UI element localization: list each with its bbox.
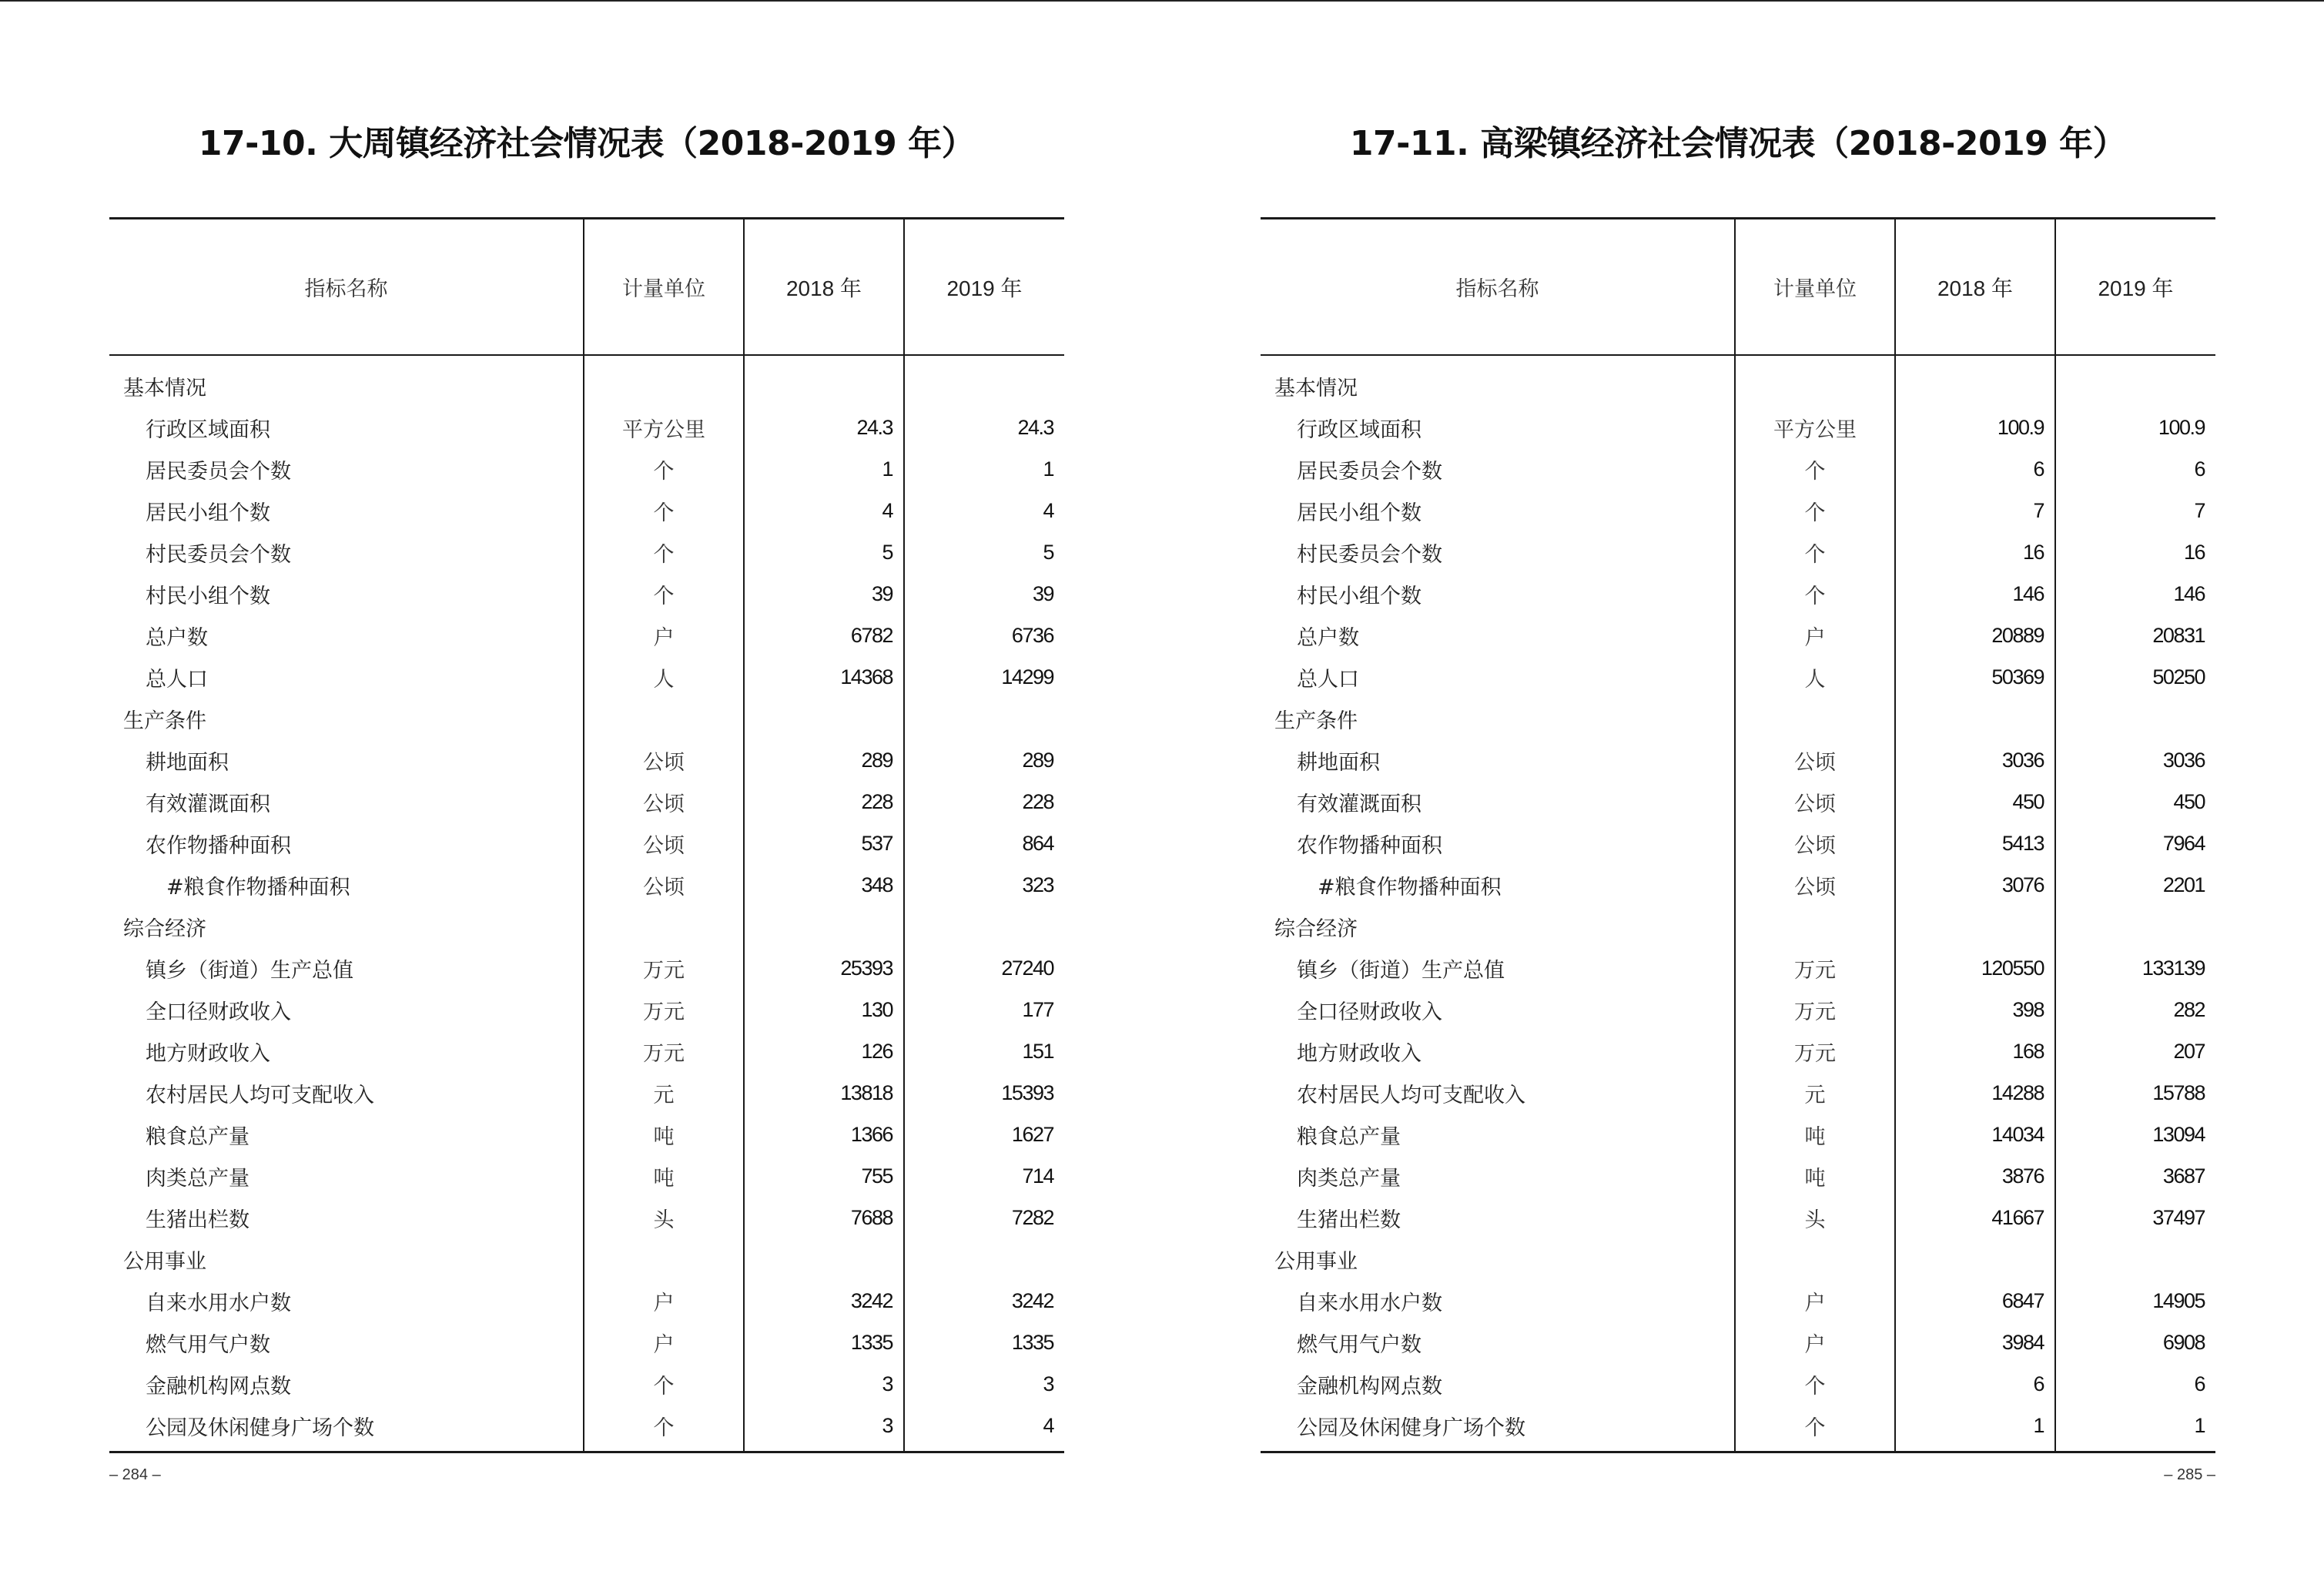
unit-cell: 公顷 [1735, 739, 1895, 781]
section-header-row [1261, 906, 2215, 947]
unit-cell: 个 [1735, 490, 1895, 531]
unit-cell: 吨 [584, 1155, 744, 1197]
value-2018-cell: 14288 [1895, 1072, 2055, 1114]
table-row [1261, 407, 2215, 448]
indicator-name-cell: 总人口 [146, 667, 208, 692]
indicator-name-cell: 综合经济 [123, 916, 206, 941]
page-number: – 285 – [2164, 1466, 2215, 1483]
value-2018-cell: 5 [744, 531, 904, 573]
value-2018-cell [744, 698, 904, 739]
indicator-name-cell: 农村居民人均可支配收入 [1297, 1083, 1525, 1107]
value-2018-cell: 24.3 [744, 407, 904, 448]
value-2018-cell [1895, 698, 2055, 739]
unit-cell: 个 [584, 1405, 744, 1452]
value-2018-cell: 3 [744, 1363, 904, 1405]
value-2019-cell: 24.3 [904, 407, 1064, 448]
value-2018-cell: 755 [744, 1155, 904, 1197]
value-2019-cell: 282 [2055, 989, 2215, 1030]
value-2018-cell: 126 [744, 1030, 904, 1072]
indicator-name-cell: 居民小组个数 [146, 501, 270, 525]
table-title: 17-10. 大周镇经济社会情况表（2018-2019 年） [198, 124, 976, 163]
value-2018-cell: 537 [744, 822, 904, 864]
unit-cell [584, 698, 744, 739]
table-row [109, 1363, 1064, 1405]
indicator-name-cell: 生产条件 [123, 709, 206, 733]
value-2018-cell: 228 [744, 781, 904, 822]
value-2018-cell: 1 [1895, 1405, 2055, 1452]
unit-cell: 平方公里 [584, 407, 744, 448]
value-2019-cell: 323 [904, 864, 1064, 906]
indicator-name-cell: 燃气用气户数 [1297, 1332, 1422, 1357]
value-2018-cell: 130 [744, 989, 904, 1030]
unit-cell: 个 [584, 490, 744, 531]
unit-cell: 公顷 [584, 864, 744, 906]
section-header-row [1261, 698, 2215, 739]
table-row [1261, 1114, 2215, 1155]
unit-cell: 元 [584, 1072, 744, 1114]
section-header-row [109, 355, 1064, 407]
value-2018-cell [744, 1238, 904, 1280]
value-2018-cell: 450 [1895, 781, 2055, 822]
value-2019-cell: 13094 [2055, 1114, 2215, 1155]
value-2018-cell: 6847 [1895, 1280, 2055, 1322]
indicator-name-cell: 生产条件 [1274, 709, 1358, 733]
table-row [1261, 1280, 2215, 1322]
section-header-row [109, 906, 1064, 947]
indicator-name-cell: 公用事业 [123, 1249, 206, 1274]
table-row [109, 656, 1064, 698]
unit-cell: 个 [584, 531, 744, 573]
table-row [1261, 989, 2215, 1030]
indicator-name-cell: 肉类总产量 [146, 1166, 249, 1191]
value-2019-cell: 1 [904, 448, 1064, 490]
indicator-name-cell: 综合经济 [1274, 916, 1358, 941]
unit-cell: 户 [1735, 1280, 1895, 1322]
indicator-name-cell: 农村居民人均可支配收入 [146, 1083, 374, 1107]
value-2018-cell: 6782 [744, 615, 904, 656]
value-2019-cell: 7282 [904, 1197, 1064, 1238]
indicator-name-cell: 居民委员会个数 [146, 459, 291, 484]
table-row [109, 490, 1064, 531]
indicator-name-cell: 居民小组个数 [1297, 501, 1422, 525]
unit-cell: 头 [1735, 1197, 1895, 1238]
unit-cell: 户 [584, 1322, 744, 1363]
indicator-name-cell: 行政区域面积 [1297, 417, 1422, 442]
table-row [109, 448, 1064, 490]
table-row [1261, 947, 2215, 989]
left-page [109, 0, 1064, 1588]
indicator-name-cell: 总户数 [146, 625, 208, 650]
unit-cell [584, 355, 744, 407]
table-row [109, 407, 1064, 448]
header-indicator-name: 指标名称 [1261, 219, 1735, 356]
unit-cell: 公顷 [1735, 822, 1895, 864]
value-2019-cell: 714 [904, 1155, 1064, 1197]
table-row [109, 822, 1064, 864]
indicator-name-cell: 有效灌溉面积 [1297, 792, 1422, 816]
indicator-name-cell: 行政区域面积 [146, 417, 270, 442]
value-2019-cell: 146 [2055, 573, 2215, 615]
value-2019-cell: 100.9 [2055, 407, 2215, 448]
value-2018-cell [1895, 906, 2055, 947]
value-2018-cell [1895, 1238, 2055, 1280]
indicator-name-cell: 有效灌溉面积 [146, 792, 270, 816]
indicator-name-cell: 农作物播种面积 [1297, 833, 1442, 858]
value-2019-cell: 177 [904, 989, 1064, 1030]
unit-cell: 个 [584, 573, 744, 615]
indicator-name-cell: #粮食作物播种面积 [1318, 875, 1502, 900]
indicator-name-cell: 村民小组个数 [146, 584, 270, 608]
header-2018: 2018 年 [1895, 219, 2055, 356]
value-2019-cell: 133139 [2055, 947, 2215, 989]
table-row [109, 989, 1064, 1030]
indicator-name-cell: 农作物播种面积 [146, 833, 291, 858]
value-2018-cell: 348 [744, 864, 904, 906]
table-row [109, 864, 1064, 906]
value-2019-cell: 6908 [2055, 1322, 2215, 1363]
value-2018-cell: 20889 [1895, 615, 2055, 656]
indicator-name-cell: 村民委员会个数 [1297, 542, 1442, 567]
value-2018-cell: 100.9 [1895, 407, 2055, 448]
value-2019-cell [2055, 906, 2215, 947]
value-2019-cell: 864 [904, 822, 1064, 864]
value-2018-cell: 39 [744, 573, 904, 615]
section-header-row [109, 698, 1064, 739]
table-row [109, 1280, 1064, 1322]
value-2019-cell: 3242 [904, 1280, 1064, 1322]
unit-cell: 平方公里 [1735, 407, 1895, 448]
unit-cell: 户 [1735, 1322, 1895, 1363]
table-row [109, 1072, 1064, 1114]
value-2019-cell [904, 698, 1064, 739]
value-2018-cell [744, 355, 904, 407]
value-2019-cell: 3 [904, 1363, 1064, 1405]
unit-cell: 个 [1735, 573, 1895, 615]
unit-cell: 个 [1735, 1363, 1895, 1405]
unit-cell: 头 [584, 1197, 744, 1238]
value-2019-cell [904, 355, 1064, 407]
unit-cell: 个 [1735, 448, 1895, 490]
value-2018-cell: 3036 [1895, 739, 2055, 781]
value-2018-cell [1895, 355, 2055, 407]
value-2019-cell: 6 [2055, 448, 2215, 490]
header-2019: 2019 年 [904, 219, 1064, 356]
value-2019-cell: 20831 [2055, 615, 2215, 656]
value-2018-cell: 50369 [1895, 656, 2055, 698]
table-row [109, 1155, 1064, 1197]
value-2019-cell: 6 [2055, 1363, 2215, 1405]
indicator-name-cell: 镇乡（街道）生产总值 [1297, 958, 1505, 983]
value-2018-cell: 13818 [744, 1072, 904, 1114]
table-row [1261, 573, 2215, 615]
indicator-name-cell: 生猪出栏数 [146, 1208, 249, 1232]
unit-cell: 个 [1735, 531, 1895, 573]
value-2018-cell: 4 [744, 490, 904, 531]
table-row [109, 1114, 1064, 1155]
indicator-name-cell: 村民委员会个数 [146, 542, 291, 567]
value-2018-cell: 41667 [1895, 1197, 2055, 1238]
indicator-name-cell: 耕地面积 [146, 750, 229, 775]
value-2018-cell: 25393 [744, 947, 904, 989]
section-header-row [109, 1238, 1064, 1280]
table-row [109, 739, 1064, 781]
indicator-name-cell: 粮食总产量 [1297, 1124, 1401, 1149]
value-2019-cell: 1335 [904, 1322, 1064, 1363]
indicator-name-cell: 公用事业 [1274, 1249, 1358, 1274]
unit-cell [1735, 906, 1895, 947]
header-unit: 计量单位 [1735, 219, 1895, 356]
value-2018-cell: 1366 [744, 1114, 904, 1155]
value-2019-cell [2055, 698, 2215, 739]
indicator-name-cell: 地方财政收入 [1297, 1041, 1422, 1066]
value-2018-cell: 1 [744, 448, 904, 490]
value-2018-cell: 5413 [1895, 822, 2055, 864]
unit-cell: 万元 [1735, 947, 1895, 989]
value-2019-cell [904, 906, 1064, 947]
value-2018-cell: 3 [744, 1405, 904, 1452]
unit-cell: 公顷 [584, 739, 744, 781]
indicator-name-cell: 镇乡（街道）生产总值 [146, 958, 353, 983]
table-row [109, 1405, 1064, 1452]
indicator-name-cell: 居民委员会个数 [1297, 459, 1442, 484]
value-2019-cell: 14905 [2055, 1280, 2215, 1322]
unit-cell: 户 [1735, 615, 1895, 656]
value-2019-cell: 37497 [2055, 1197, 2215, 1238]
unit-cell: 公顷 [1735, 781, 1895, 822]
unit-cell [584, 906, 744, 947]
header-indicator-name: 指标名称 [109, 219, 584, 356]
table-row [1261, 739, 2215, 781]
value-2018-cell: 398 [1895, 989, 2055, 1030]
value-2019-cell: 4 [904, 1405, 1064, 1452]
table-row [1261, 781, 2215, 822]
value-2019-cell: 207 [2055, 1030, 2215, 1072]
table-row [1261, 1322, 2215, 1363]
table-row [1261, 531, 2215, 573]
indicator-name-cell: 总户数 [1297, 625, 1359, 650]
indicator-name-cell: 生猪出栏数 [1297, 1208, 1401, 1232]
table-row [109, 947, 1064, 989]
value-2018-cell: 14368 [744, 656, 904, 698]
unit-cell [584, 1238, 744, 1280]
value-2019-cell: 2201 [2055, 864, 2215, 906]
value-2019-cell [904, 1238, 1064, 1280]
value-2018-cell: 168 [1895, 1030, 2055, 1072]
right-page [1261, 0, 2215, 1588]
indicator-name-cell: 总人口 [1297, 667, 1359, 692]
unit-cell: 个 [584, 1363, 744, 1405]
table-row [1261, 1405, 2215, 1452]
unit-cell [1735, 1238, 1895, 1280]
stats-table [1261, 217, 2215, 1453]
table-row [109, 573, 1064, 615]
table-row [1261, 448, 2215, 490]
table-row [1261, 1155, 2215, 1197]
indicator-name-cell: 全口径财政收入 [146, 1000, 291, 1024]
unit-cell: 公顷 [1735, 864, 1895, 906]
value-2018-cell: 3076 [1895, 864, 2055, 906]
table-row [1261, 490, 2215, 531]
indicator-name-cell: 耕地面积 [1297, 750, 1380, 775]
unit-cell: 吨 [584, 1114, 744, 1155]
indicator-name-cell: 自来水用水户数 [1297, 1291, 1442, 1315]
table-row [1261, 822, 2215, 864]
value-2019-cell: 27240 [904, 947, 1064, 989]
value-2019-cell: 3036 [2055, 739, 2215, 781]
value-2018-cell: 6 [1895, 1363, 2055, 1405]
value-2018-cell: 7 [1895, 490, 2055, 531]
table-row [109, 615, 1064, 656]
header-2019: 2019 年 [2055, 219, 2215, 356]
indicator-name-cell: 肉类总产量 [1297, 1166, 1401, 1191]
value-2018-cell: 3876 [1895, 1155, 2055, 1197]
value-2019-cell: 14299 [904, 656, 1064, 698]
unit-cell: 元 [1735, 1072, 1895, 1114]
table-row [1261, 1197, 2215, 1238]
unit-cell: 公顷 [584, 822, 744, 864]
indicator-name-cell: 自来水用水户数 [146, 1291, 291, 1315]
unit-cell: 万元 [584, 1030, 744, 1072]
header-unit: 计量单位 [584, 219, 744, 356]
table-row [1261, 1030, 2215, 1072]
unit-cell: 人 [584, 656, 744, 698]
indicator-name-cell: 金融机构网点数 [146, 1374, 291, 1399]
value-2018-cell: 6 [1895, 448, 2055, 490]
table-row [109, 1030, 1064, 1072]
indicator-name-cell: 粮食总产量 [146, 1124, 249, 1149]
indicator-name-cell: 金融机构网点数 [1297, 1374, 1442, 1399]
header-row [109, 219, 1064, 356]
table-row [109, 1322, 1064, 1363]
table-row [109, 781, 1064, 822]
value-2018-cell: 1335 [744, 1322, 904, 1363]
unit-cell: 万元 [584, 947, 744, 989]
value-2018-cell: 7688 [744, 1197, 904, 1238]
unit-cell: 个 [584, 448, 744, 490]
value-2019-cell: 228 [904, 781, 1064, 822]
table-row [1261, 1363, 2215, 1405]
unit-cell: 吨 [1735, 1155, 1895, 1197]
unit-cell: 万元 [584, 989, 744, 1030]
value-2019-cell: 16 [2055, 531, 2215, 573]
table-body [1261, 355, 2215, 1452]
value-2019-cell: 5 [904, 531, 1064, 573]
value-2019-cell: 1627 [904, 1114, 1064, 1155]
value-2019-cell [2055, 355, 2215, 407]
unit-cell: 万元 [1735, 1030, 1895, 1072]
indicator-name-cell: #粮食作物播种面积 [166, 875, 350, 900]
indicator-name-cell: 村民小组个数 [1297, 584, 1422, 608]
value-2019-cell: 1 [2055, 1405, 2215, 1452]
table-row [1261, 864, 2215, 906]
indicator-name-cell: 公园及休闲健身广场个数 [146, 1415, 374, 1440]
indicator-name-cell: 公园及休闲健身广场个数 [1297, 1415, 1525, 1440]
section-header-row [1261, 1238, 2215, 1280]
header-2018: 2018 年 [744, 219, 904, 356]
value-2018-cell: 289 [744, 739, 904, 781]
table-row [1261, 1072, 2215, 1114]
table-row [109, 1197, 1064, 1238]
table-body [109, 355, 1064, 1452]
unit-cell: 户 [584, 615, 744, 656]
header-row [1261, 219, 2215, 356]
value-2019-cell: 15788 [2055, 1072, 2215, 1114]
page-number: – 284 – [109, 1466, 161, 1483]
table-row [1261, 656, 2215, 698]
table-row [1261, 615, 2215, 656]
value-2019-cell: 7964 [2055, 822, 2215, 864]
unit-cell: 户 [584, 1280, 744, 1322]
value-2018-cell [744, 906, 904, 947]
value-2019-cell: 289 [904, 739, 1064, 781]
value-2018-cell: 3984 [1895, 1322, 2055, 1363]
value-2018-cell: 16 [1895, 531, 2055, 573]
indicator-name-cell: 全口径财政收入 [1297, 1000, 1442, 1024]
value-2019-cell: 450 [2055, 781, 2215, 822]
value-2018-cell: 3242 [744, 1280, 904, 1322]
unit-cell [1735, 698, 1895, 739]
value-2018-cell: 120550 [1895, 947, 2055, 989]
unit-cell: 万元 [1735, 989, 1895, 1030]
value-2019-cell: 3687 [2055, 1155, 2215, 1197]
indicator-name-cell: 燃气用气户数 [146, 1332, 270, 1357]
value-2019-cell: 50250 [2055, 656, 2215, 698]
value-2019-cell: 6736 [904, 615, 1064, 656]
value-2019-cell: 39 [904, 573, 1064, 615]
indicator-name-cell: 地方财政收入 [146, 1041, 270, 1066]
section-header-row [1261, 355, 2215, 407]
table-title: 17-11. 高梁镇经济社会情况表（2018-2019 年） [1349, 124, 2127, 163]
value-2018-cell: 146 [1895, 573, 2055, 615]
value-2019-cell: 151 [904, 1030, 1064, 1072]
table-row [109, 531, 1064, 573]
indicator-name-cell: 基本情况 [123, 376, 206, 400]
unit-cell: 吨 [1735, 1114, 1895, 1155]
value-2019-cell: 7 [2055, 490, 2215, 531]
value-2019-cell: 4 [904, 490, 1064, 531]
unit-cell: 个 [1735, 1405, 1895, 1452]
unit-cell: 公顷 [584, 781, 744, 822]
value-2019-cell: 15393 [904, 1072, 1064, 1114]
unit-cell [1735, 355, 1895, 407]
indicator-name-cell: 基本情况 [1274, 376, 1358, 400]
unit-cell: 人 [1735, 656, 1895, 698]
value-2019-cell [2055, 1238, 2215, 1280]
stats-table [109, 217, 1064, 1453]
value-2018-cell: 14034 [1895, 1114, 2055, 1155]
